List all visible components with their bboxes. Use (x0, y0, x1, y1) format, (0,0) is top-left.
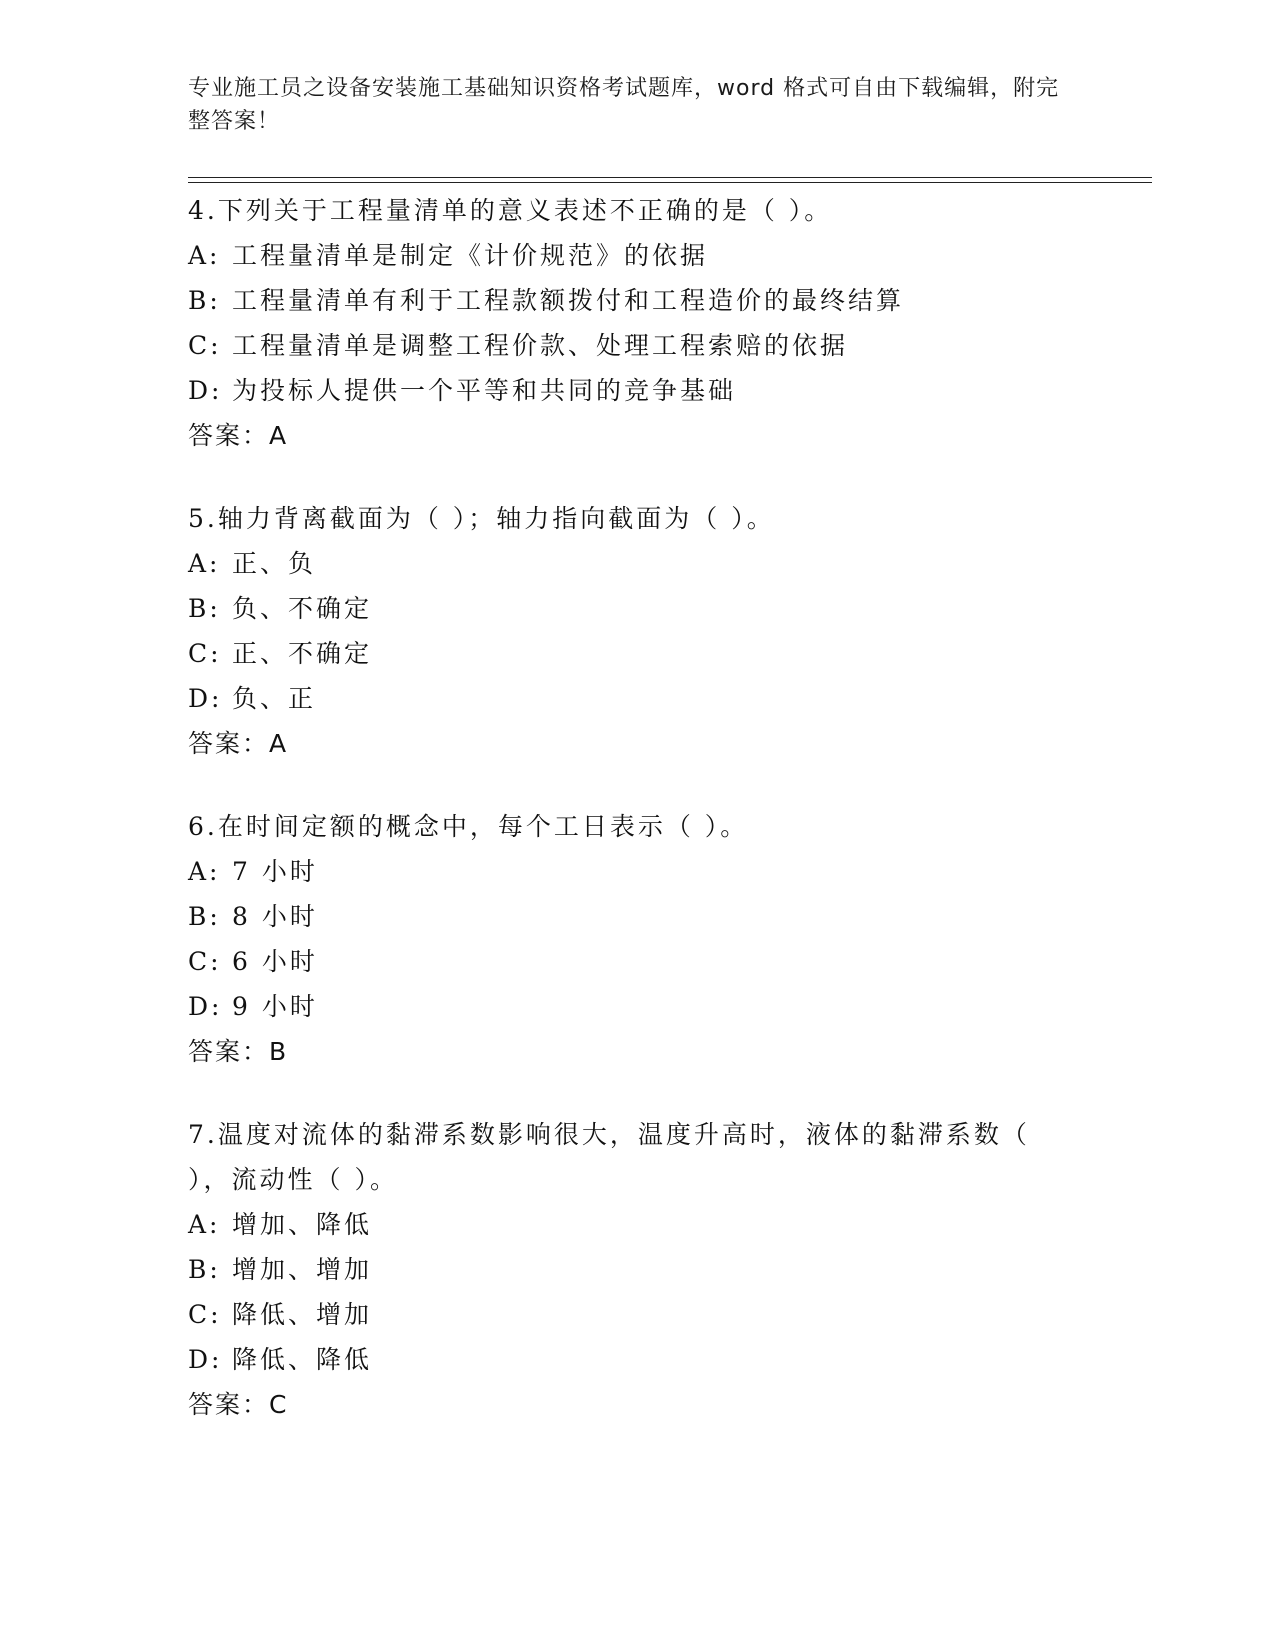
option-b (188, 1247, 1068, 1292)
option-text: 工程量清单是调整工程价款、处理工程索赔的依据 (232, 331, 849, 360)
option-c (188, 939, 1068, 984)
option-key: A: (188, 1210, 221, 1239)
header-divider-top (188, 177, 1152, 178)
option-text: 正、不确定 (232, 639, 373, 668)
option-key: C: (188, 947, 222, 976)
option-c (188, 323, 1068, 368)
option-text: 负、不确定 (232, 594, 373, 623)
option-text: 为投标人提供一个平等和共同的竞争基础 (232, 376, 737, 405)
option-key: B: (188, 594, 221, 623)
option-a (188, 541, 1068, 586)
option-text: 降低、降低 (232, 1345, 373, 1374)
option-key: C: (188, 331, 222, 360)
option-text: 7 小时 (232, 857, 318, 886)
option-text: 降低、增加 (232, 1300, 373, 1329)
answer-label: 答案：A (188, 729, 289, 758)
answer-label: 答案：A (188, 421, 289, 450)
question-6 (188, 804, 1068, 1074)
option-a (188, 1202, 1068, 1247)
question-4 (188, 188, 1068, 458)
option-key: A: (188, 241, 221, 270)
option-d (188, 368, 1068, 413)
option-d (188, 984, 1068, 1029)
option-key: A: (188, 857, 221, 886)
option-b (188, 894, 1068, 939)
option-text: 增加、增加 (232, 1255, 373, 1284)
option-key: B: (188, 286, 221, 315)
option-a (188, 233, 1068, 278)
document-header (188, 72, 1068, 138)
question-text: 6.在时间定额的概念中，每个工日表示（ ）。 (188, 812, 749, 841)
option-text: 正、负 (232, 549, 317, 578)
option-text: 9 小时 (232, 992, 318, 1021)
option-key: A: (188, 549, 221, 578)
question-text: 5.轴力背离截面为（ ）；轴力指向截面为（ ）。 (188, 504, 775, 533)
question-5 (188, 496, 1068, 766)
option-key: D: (188, 376, 223, 405)
option-key: B: (188, 1255, 221, 1284)
question-7 (188, 1112, 1068, 1427)
header-title: 专业施工员之设备安装施工基础知识资格考试题库，word 格式可自由下载编辑，附完整答案！ (188, 76, 1060, 134)
option-key: D: (188, 1345, 223, 1374)
option-text: 工程量清单是制定《计价规范》的依据 (232, 241, 709, 270)
option-text: 工程量清单有利于工程款额拨付和工程造价的最终结算 (232, 286, 905, 315)
option-key: D: (188, 684, 223, 713)
option-b (188, 586, 1068, 631)
option-b (188, 278, 1068, 323)
option-text: 增加、降低 (232, 1210, 373, 1239)
question-text: 7.温度对流体的黏滞系数影响很大，温度升高时，液体的黏滞系数（ ），流动性（ ）。 (188, 1120, 1030, 1194)
option-key: C: (188, 1300, 222, 1329)
option-c (188, 631, 1068, 676)
option-d (188, 1337, 1068, 1382)
option-c (188, 1292, 1068, 1337)
option-key: C: (188, 639, 222, 668)
option-key: D: (188, 992, 223, 1021)
option-d (188, 676, 1068, 721)
option-text: 6 小时 (232, 947, 318, 976)
option-text: 8 小时 (232, 902, 318, 931)
question-list (188, 188, 1068, 1465)
option-a (188, 849, 1068, 894)
header-divider-bottom (188, 182, 1152, 183)
answer-label: 答案：C (188, 1390, 289, 1419)
option-text: 负、正 (232, 684, 317, 713)
answer-label: 答案：B (188, 1037, 289, 1066)
option-key: B: (188, 902, 221, 931)
question-text: 4.下列关于工程量清单的意义表述不正确的是（ ）。 (188, 196, 833, 225)
